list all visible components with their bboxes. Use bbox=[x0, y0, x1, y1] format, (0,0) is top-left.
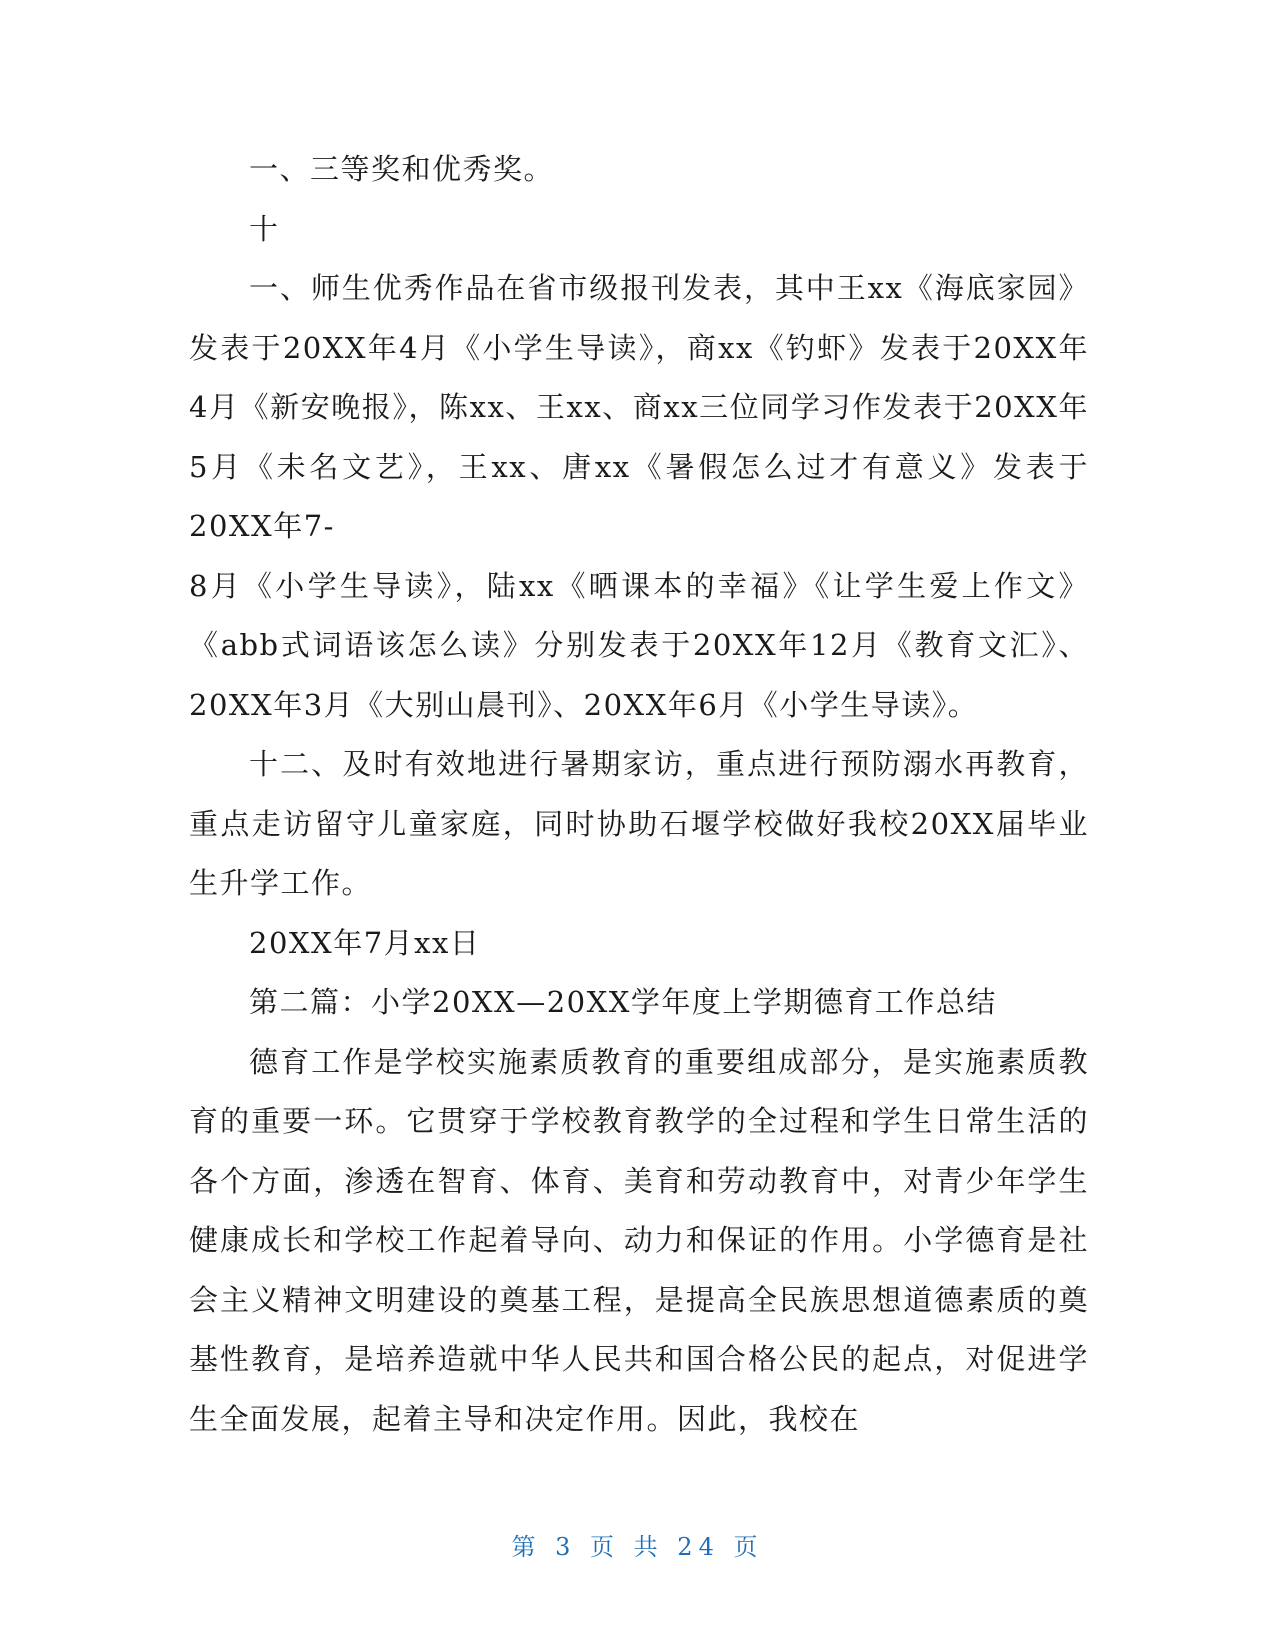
paragraph-3: 一、师生优秀作品在省市级报刊发表，其中王xx《海底家园》发表于20XX年4月《小学生导读》，商xx《钓虾》发表于20XX年4月《新安晚报》，陈xx、王xx、商xx三位同学习作发表于20XX年5月《未名文艺》，王xx、唐xx《暑假怎么过才有意义》发表于20XX年7- bbox=[189, 271, 1089, 543]
paragraph-5: 十二、及时有效地进行暑期家访，重点进行预防溺水再教育，重点走访留守儿童家庭，同时协助石堰学校做好我校20XX届毕业生升学工作。 bbox=[189, 747, 1089, 900]
paragraph-8: 德育工作是学校实施素质教育的重要组成部分，是实施素质教育的重要一环。它贯穿于学校教育教学的全过程和学生日常生活的各个方面，渗透在智育、体育、美育和劳动教育中，对青少年学生健康成长和学校工作起着导向、动力和保证的作用。小学德育是社会主义精神文明建设的奠基工程，是提高全民族思想道德素质的奠基性教育，是培养造就中华人民共和国合格公民的起点，对促进学生全面发展，起着主导和决定作用。因此，我校在 bbox=[189, 1044, 1089, 1436]
date-line: 20XX年7月xx日 bbox=[249, 925, 481, 960]
page-number-footer: 第 3 页 共 24 页 bbox=[511, 1533, 764, 1561]
paragraph-4: 8月《小学生导读》，陆xx《晒课本的幸福》《让学生爱上作文》《abb式词语该怎么读》分别发表于20XX年12月《教育文汇》、20XX年3月《大别山晨刊》、20XX年6月《小学生导读》。 bbox=[189, 568, 1089, 722]
paragraph-2: 十 bbox=[249, 211, 280, 246]
section-heading: 第二篇：小学20XX—20XX学年度上学期德育工作总结 bbox=[249, 985, 997, 1019]
document-body bbox=[189, 140, 1089, 1449]
paragraph-1: 一、三等奖和优秀奖。 bbox=[249, 152, 555, 186]
